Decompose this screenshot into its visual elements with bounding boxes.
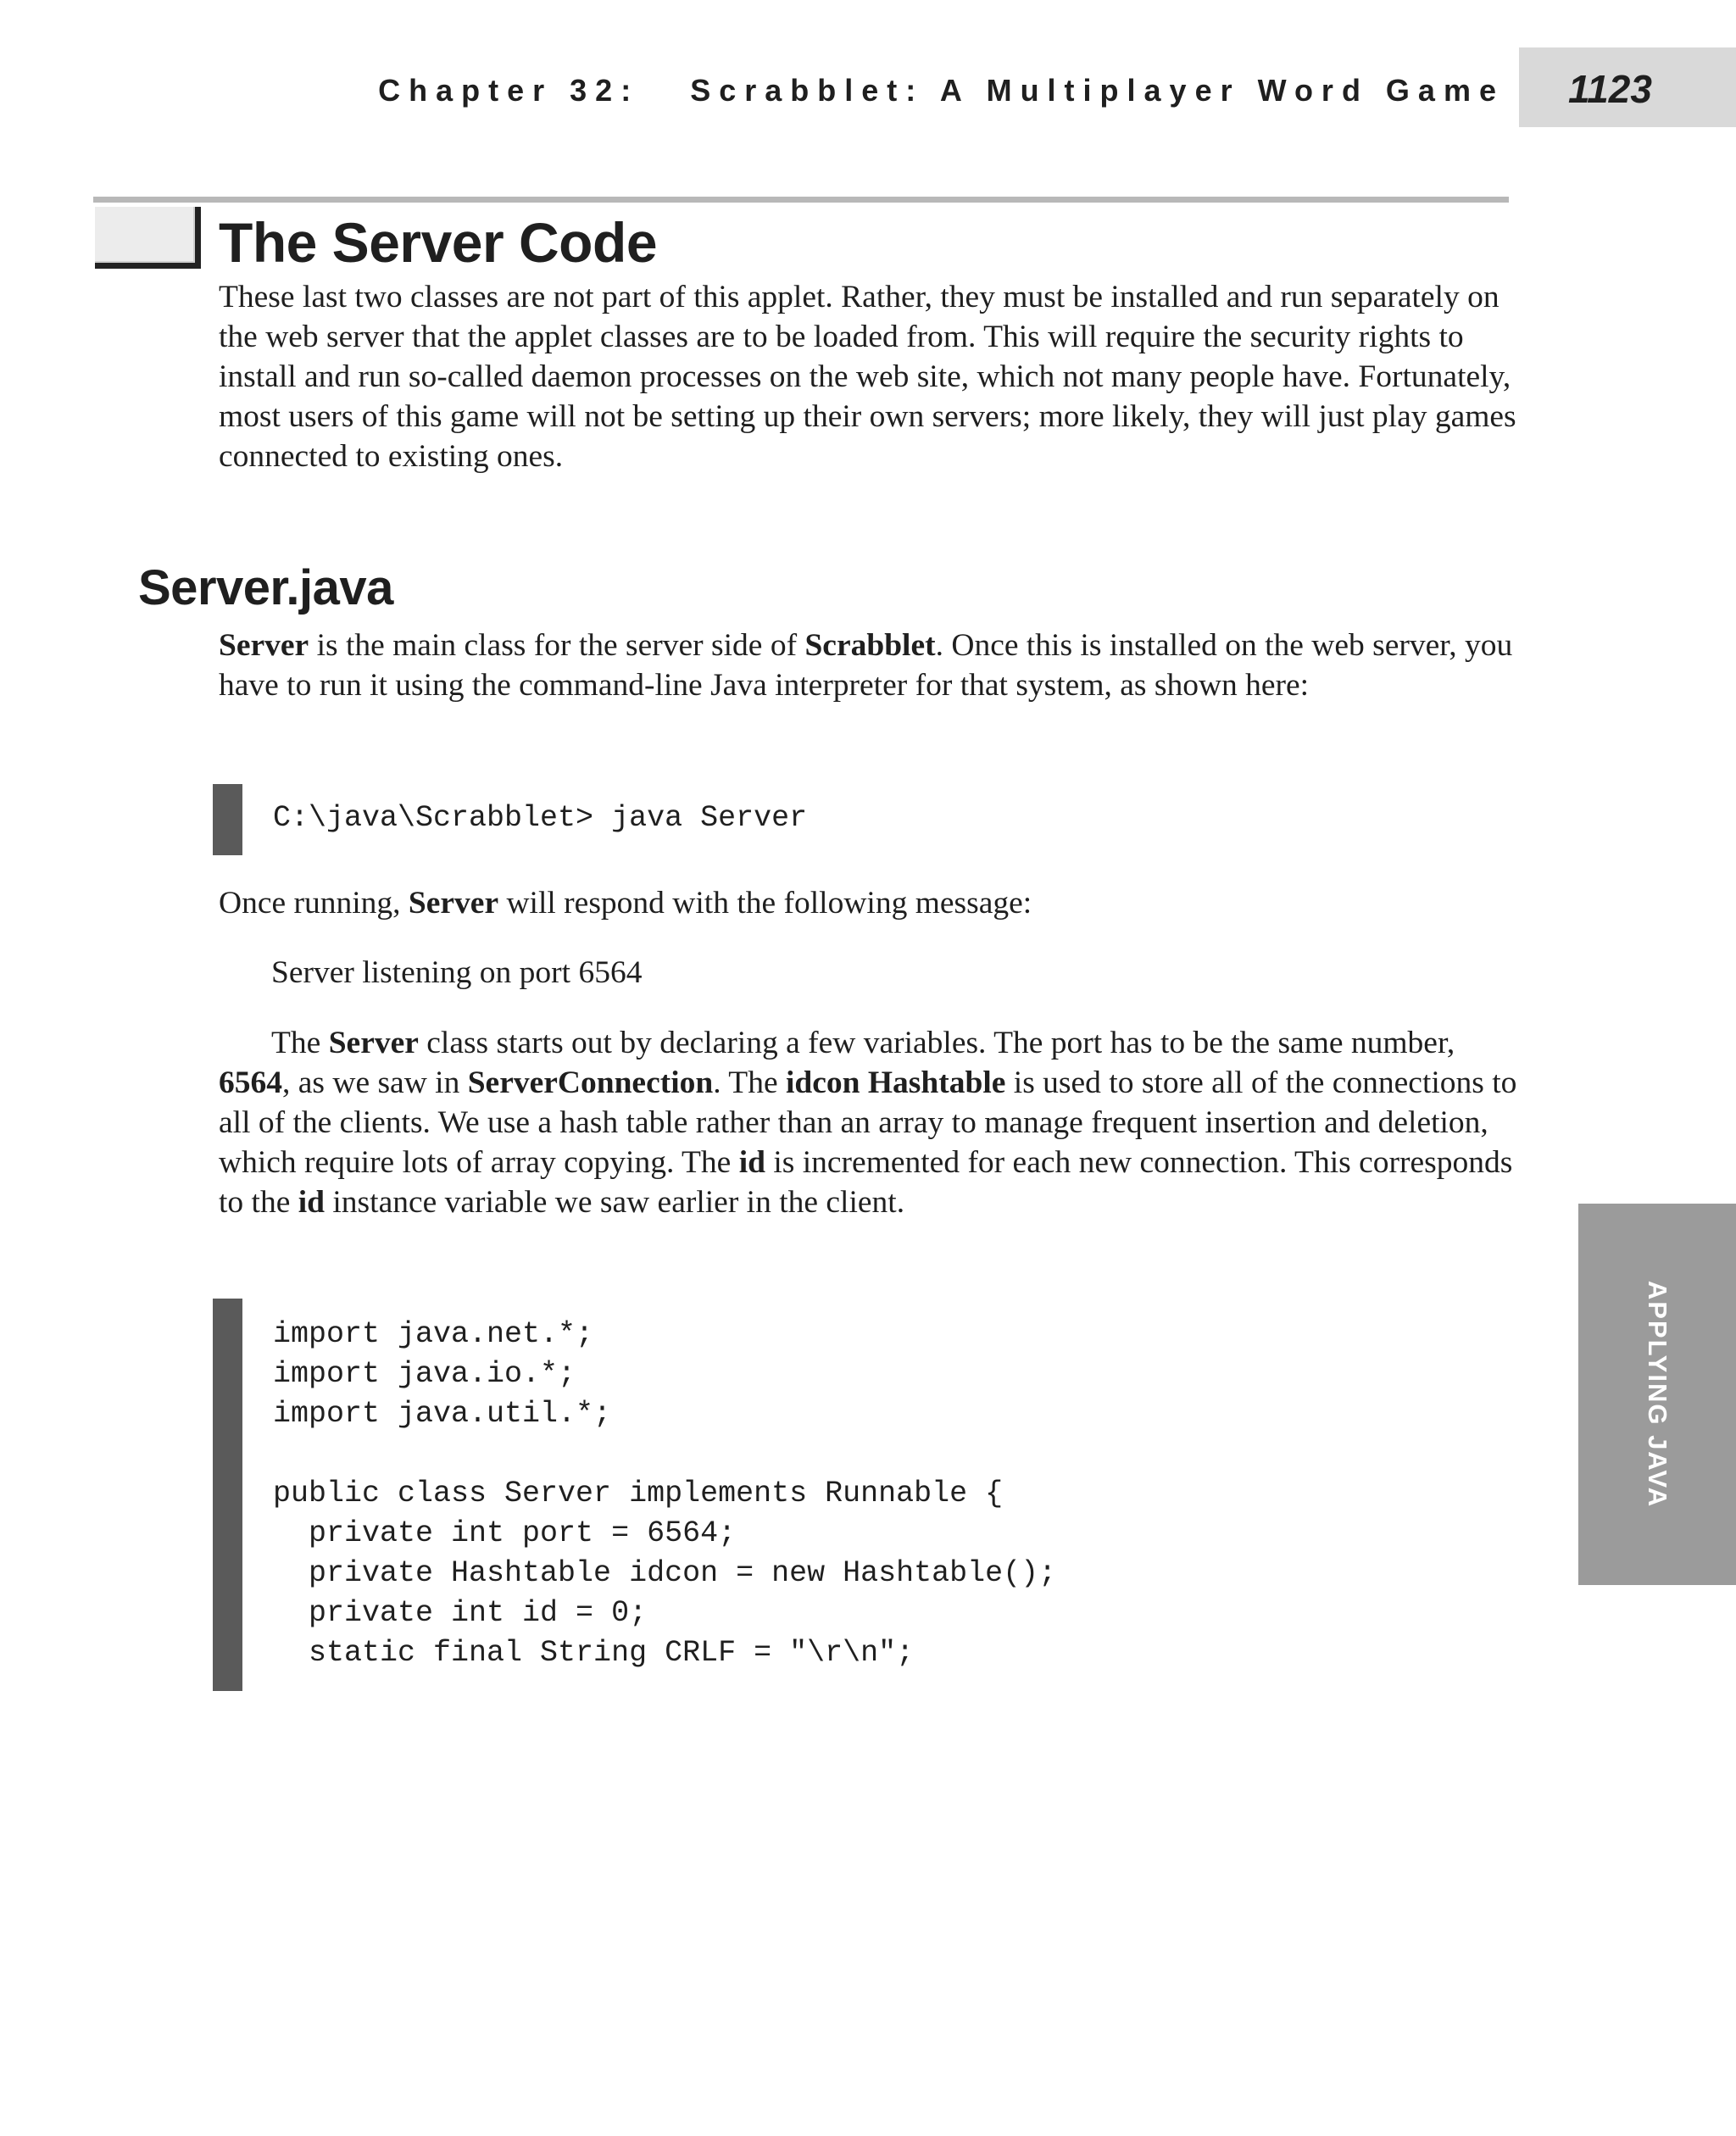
code-line: private int port = 6564;	[273, 1516, 737, 1550]
bold-term: Scrabblet	[804, 628, 936, 663]
bold-term: idcon Hashtable	[785, 1065, 1006, 1100]
bold-term: Server	[328, 1026, 419, 1060]
code-line: import java.util.*;	[273, 1397, 612, 1431]
code-bar	[213, 784, 242, 855]
server-message: Server listening on port 6564	[271, 955, 643, 990]
code-line: import java.io.*;	[273, 1357, 576, 1391]
code-line: private int id = 0;	[273, 1596, 648, 1630]
intro-paragraph: These last two classes are not part of this applet. Rather, they must be installed and run separately on the web server that the applet classes are to be loaded from. This will require the security rights to install and run so-called daemon processes on the web site, which not many people have. Fortunately, most users of this game will not be setting up their own servers; more likely, they will just play games connected to existing ones.	[219, 280, 1516, 474]
running-paragraph: Once running, Server will respond with the following message:	[219, 886, 1032, 921]
bold-term: id	[298, 1185, 326, 1220]
variables-paragraph: The Server class starts out by declaring a few variables. The port has to be the same number, 6564, as we saw in ServerConnection. The idcon Hashtable is used to store all of the connections to all of the clients. We use a hash table rather than an array to manage frequent insertion and deletion, which require lots of array copying. The id is incremented for each new connection. This corresponds to the id instance variable we saw earlier in the client.	[219, 1026, 1517, 1220]
code-line: import java.net.*;	[273, 1317, 594, 1351]
side-tab-label: APPLYING JAVA	[1643, 1280, 1672, 1509]
bold-term: Server	[408, 886, 499, 921]
section-title: The Server Code	[219, 211, 658, 274]
code-line: private Hashtable idcon = new Hashtable();	[273, 1556, 1057, 1590]
section-rule	[93, 197, 1509, 203]
code-listing	[273, 1315, 1056, 1673]
bold-term: ServerConnection	[467, 1065, 714, 1100]
code-bar	[213, 1299, 242, 1691]
running-head: Chapter 32: Scrabblet: A Multiplayer Word Game	[378, 73, 1505, 108]
subsection-title: Server.java	[138, 560, 393, 615]
command-line-code: C:\java\Scrabblet> java Server	[273, 801, 808, 835]
section-marker-icon	[95, 207, 201, 269]
page-number: 1123	[1568, 67, 1652, 111]
bold-term: Server	[219, 628, 309, 663]
code-line: static final String CRLF = "\r\n";	[273, 1636, 915, 1670]
server-description-paragraph: Server is the main class for the server side of Scrabblet. Once this is installed on the web server, you have to run it using the command-line Java interpreter for that system, as shown here:	[219, 628, 1513, 703]
code-line: public class Server implements Runnable {	[273, 1477, 1004, 1510]
bold-term: id	[738, 1145, 765, 1180]
bold-term: 6564	[219, 1065, 282, 1100]
